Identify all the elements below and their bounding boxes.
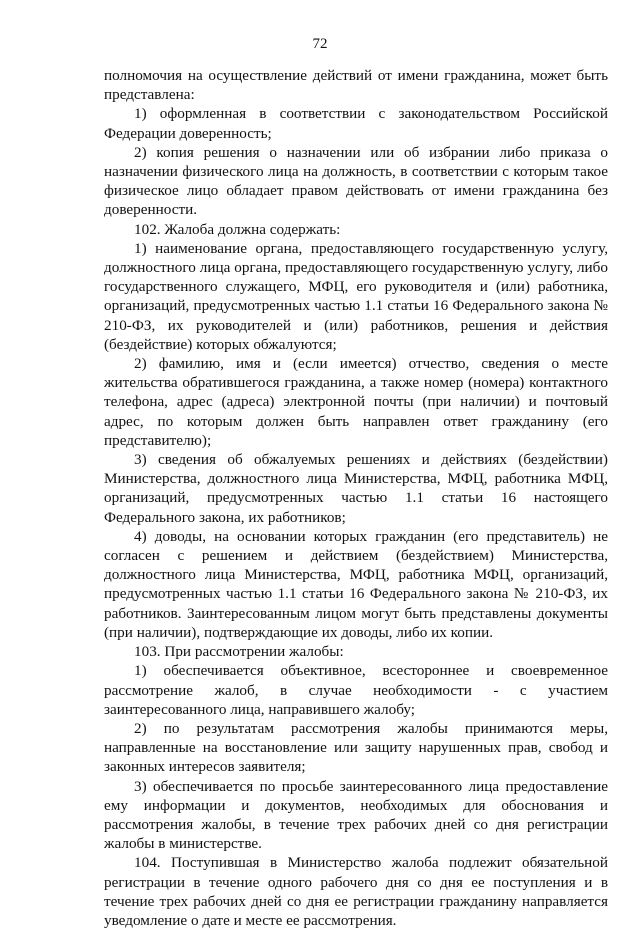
document-body [104,66,608,930]
paragraph: 2) по результатам рассмотрения жалобы принимаются меры, направленные на восстановление или защиту нарушенных прав, свобод и законных интересов заявителя; [104,719,608,776]
paragraph: 3) сведения об обжалуемых решениях и действиях (бездействии) Министерства, должностного лица Министерства, МФЦ, работника МФЦ, организаций, предусмотренных частью 1.1 статьи 16 настоящего Федерального закона, их работников; [104,451,608,526]
paragraph: полномочия на осуществление действий от имени гражданина, может быть представлена: [104,67,608,104]
paragraph: 1) обеспечивается объективное, всестороннее и своевременное рассмотрение жалоб, в случае необходимости - с участием заинтересованного лица, направившего жалобу; [104,662,608,718]
paragraph: 1) оформленная в соответствии с законодательством Российской Федерации доверенность; [104,105,608,142]
paragraph: 2) фамилию, имя и (если имеется) отчество, сведения о месте жительства обратившегося гражданина, а также номер (номера) контактного телефона, адрес (адреса) электронной почты (при наличии) и почтовый адрес, по которым должен быть направлен ответ гражданину (его представителю); [104,355,608,449]
paragraph: 104. Поступившая в Министерство жалоба подлежит обязательной регистрации в течение одного рабочего дня со дня ее поступления и в течение трех рабочих дней со дня ее регистрации гражданину направляется уведомление о дате и месте ее рассмотрения. [104,854,608,929]
paragraph: 4) доводы, на основании которых гражданин (его представитель) не согласен с решением и действием (бездействием) Министерства, должностного лица Министерства, МФЦ, работника МФЦ, организаций, предусмотренных частью 1.1 статьи 16 Федерального закона № 210-ФЗ, их работников. Заинтересованным лицом могут быть представлены документы (при наличии), подтверждающие их доводы, либо их копии. [104,527,608,641]
paragraph: 103. При рассмотрении жалобы: [134,643,344,661]
page-number: 72 [312,36,328,52]
paragraph: 102. Жалоба должна содержать: [134,220,341,238]
paragraph: 1) наименование органа, предоставляющего государственную услугу, должностного лица органа, предоставляющего государственную услугу, либо государственного служащего, МФЦ, его руководителя и (или) работника, организаций, предусмотренных частью 1.1 статьи 16 Федерального закона № 210-ФЗ, их руководителей и (или) работников, решения и действия (бездействие) которых обжалуются; [104,239,608,353]
paragraph: 3) обеспечивается по просьбе заинтересованного лица предоставление ему информации и документов, необходимых для обоснования и рассмотрения жалобы, в течение трех рабочих дней со дня регистрации жалобы в министерстве. [104,777,608,853]
paragraph: 2) копия решения о назначении или об избрании либо приказа о назначении физического лица на должность, в соответствии с которым такое физическое лицо обладает правом действовать от имени гражданина без доверенности. [104,143,608,219]
